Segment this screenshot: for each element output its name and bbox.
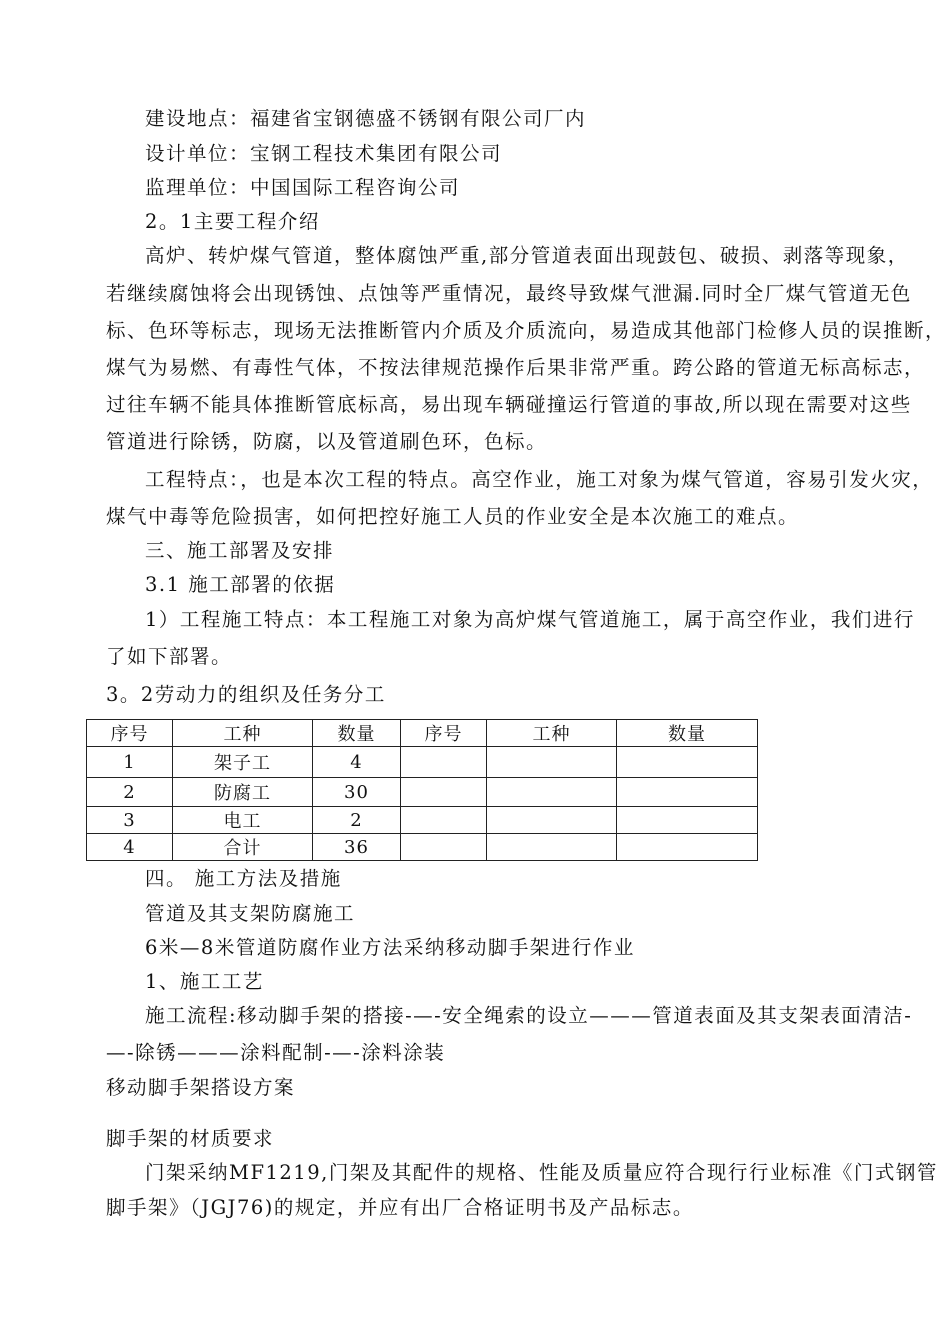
table-cell <box>617 834 758 861</box>
paragraph-line: 门架采纳MF1219,门架及其配件的规格、性能及质量应符合现行行业标准《门式钢管 <box>145 1161 938 1184</box>
paragraph-line: 了如下部署。 <box>106 645 233 668</box>
header-cell: 序号 <box>87 720 173 747</box>
table-cell: 架子工 <box>173 747 313 778</box>
paragraph-line: —-除锈———涂料配制-—-涂料涂装 <box>106 1041 446 1064</box>
paragraph-line: 标、色环等标志，现场无法推断管内介质及介质流向，易造成其他部门检修人员的误推断， <box>106 319 947 342</box>
table-cell <box>401 807 487 834</box>
header-cell: 数量 <box>313 720 401 747</box>
table-cell <box>401 747 487 778</box>
labor-table <box>86 719 758 861</box>
paragraph-line: 施工流程:移动脚手架的搭接-—-安全绳索的设立———管道表面及其支架表面清洁- <box>145 1004 913 1027</box>
table-cell: 36 <box>313 834 401 861</box>
paragraph-line: 工程特点：，也是本次工程的特点。高空作业，施工对象为煤气管道，容易引发火灾， <box>145 468 934 491</box>
table-header-row <box>87 720 758 747</box>
table-row <box>87 834 758 861</box>
paragraph-line: 1）工程施工特点：本工程施工对象为高炉煤气管道施工，属于高空作业，我们进行 <box>145 608 915 631</box>
table-row <box>87 747 758 778</box>
table-cell: 4 <box>313 747 401 778</box>
table-cell: 合计 <box>173 834 313 861</box>
table-cell <box>401 834 487 861</box>
paragraph-line: 脚手架》（JGJ76)的规定，并应有出厂合格证明书及产品标志。 <box>106 1196 694 1219</box>
paragraph-line: 煤气为易燃、有毒性气体，不按法律规范操作后果非常严重。跨公路的管道无标高标志， <box>106 356 926 379</box>
method-line: 6米—8米管道防腐作业方法采纳移动脚手架进行作业 <box>145 936 635 959</box>
construction-craft-heading: 1、施工工艺 <box>145 970 264 993</box>
table-cell: 电工 <box>173 807 313 834</box>
table-cell: 2 <box>313 807 401 834</box>
section-3-1-heading: 3.1 施工部署的依据 <box>145 573 336 596</box>
table-cell: 1 <box>87 747 173 778</box>
header-cell: 工种 <box>487 720 617 747</box>
paragraph-line: 若继续腐蚀将会出现锈蚀、点蚀等严重情况，最终导致煤气泄漏.同时全厂煤气管道无色 <box>106 282 912 305</box>
pipe-anticorrosion-heading: 管道及其支架防腐施工 <box>145 902 356 925</box>
header-cell: 数量 <box>617 720 758 747</box>
table-cell <box>401 778 487 807</box>
construction-location: 建设地点：福建省宝钢德盛不锈钢有限公司厂内 <box>145 107 587 130</box>
scaffold-plan-heading: 移动脚手架搭设方案 <box>106 1076 296 1099</box>
table-cell: 2 <box>87 778 173 807</box>
paragraph-line: 过往车辆不能具体推断管底标高，易出现车辆碰撞运行管道的事故,所以现在需要对这些 <box>106 393 912 416</box>
table-cell: 3 <box>87 807 173 834</box>
table-cell: 防腐工 <box>173 778 313 807</box>
paragraph-line: 煤气中毒等危险损害，如何把控好施工人员的作业安全是本次施工的难点。 <box>106 505 800 528</box>
table-row <box>87 807 758 834</box>
table-cell: 4 <box>87 834 173 861</box>
table-row <box>87 778 758 807</box>
paragraph-line: 管道进行除锈，防腐，以及管道刷色环，色标。 <box>106 430 548 453</box>
table-cell <box>617 778 758 807</box>
table-cell <box>487 747 617 778</box>
supervision-unit: 监理单位：中国国际工程咨询公司 <box>145 176 461 199</box>
section-4-heading: 四。 施工方法及措施 <box>145 867 342 890</box>
table-cell <box>617 807 758 834</box>
section-3-2-heading: 3。2劳动力的组织及任务分工 <box>106 683 386 706</box>
material-requirements-heading: 脚手架的材质要求 <box>106 1127 275 1150</box>
table-cell <box>487 778 617 807</box>
table-cell <box>617 747 758 778</box>
table-cell: 30 <box>313 778 401 807</box>
header-cell: 序号 <box>401 720 487 747</box>
table-cell <box>487 807 617 834</box>
table-cell <box>487 834 617 861</box>
paragraph-line: 高炉、转炉煤气管道，整体腐蚀严重,部分管道表面出现鼓包、破损、剥落等现象， <box>145 244 909 267</box>
design-unit: 设计单位：宝钢工程技术集团有限公司 <box>145 142 503 165</box>
header-cell: 工种 <box>173 720 313 747</box>
section-2-1-heading: 2。1主要工程介绍 <box>145 210 320 233</box>
section-3-heading: 三、施工部署及安排 <box>145 539 335 562</box>
